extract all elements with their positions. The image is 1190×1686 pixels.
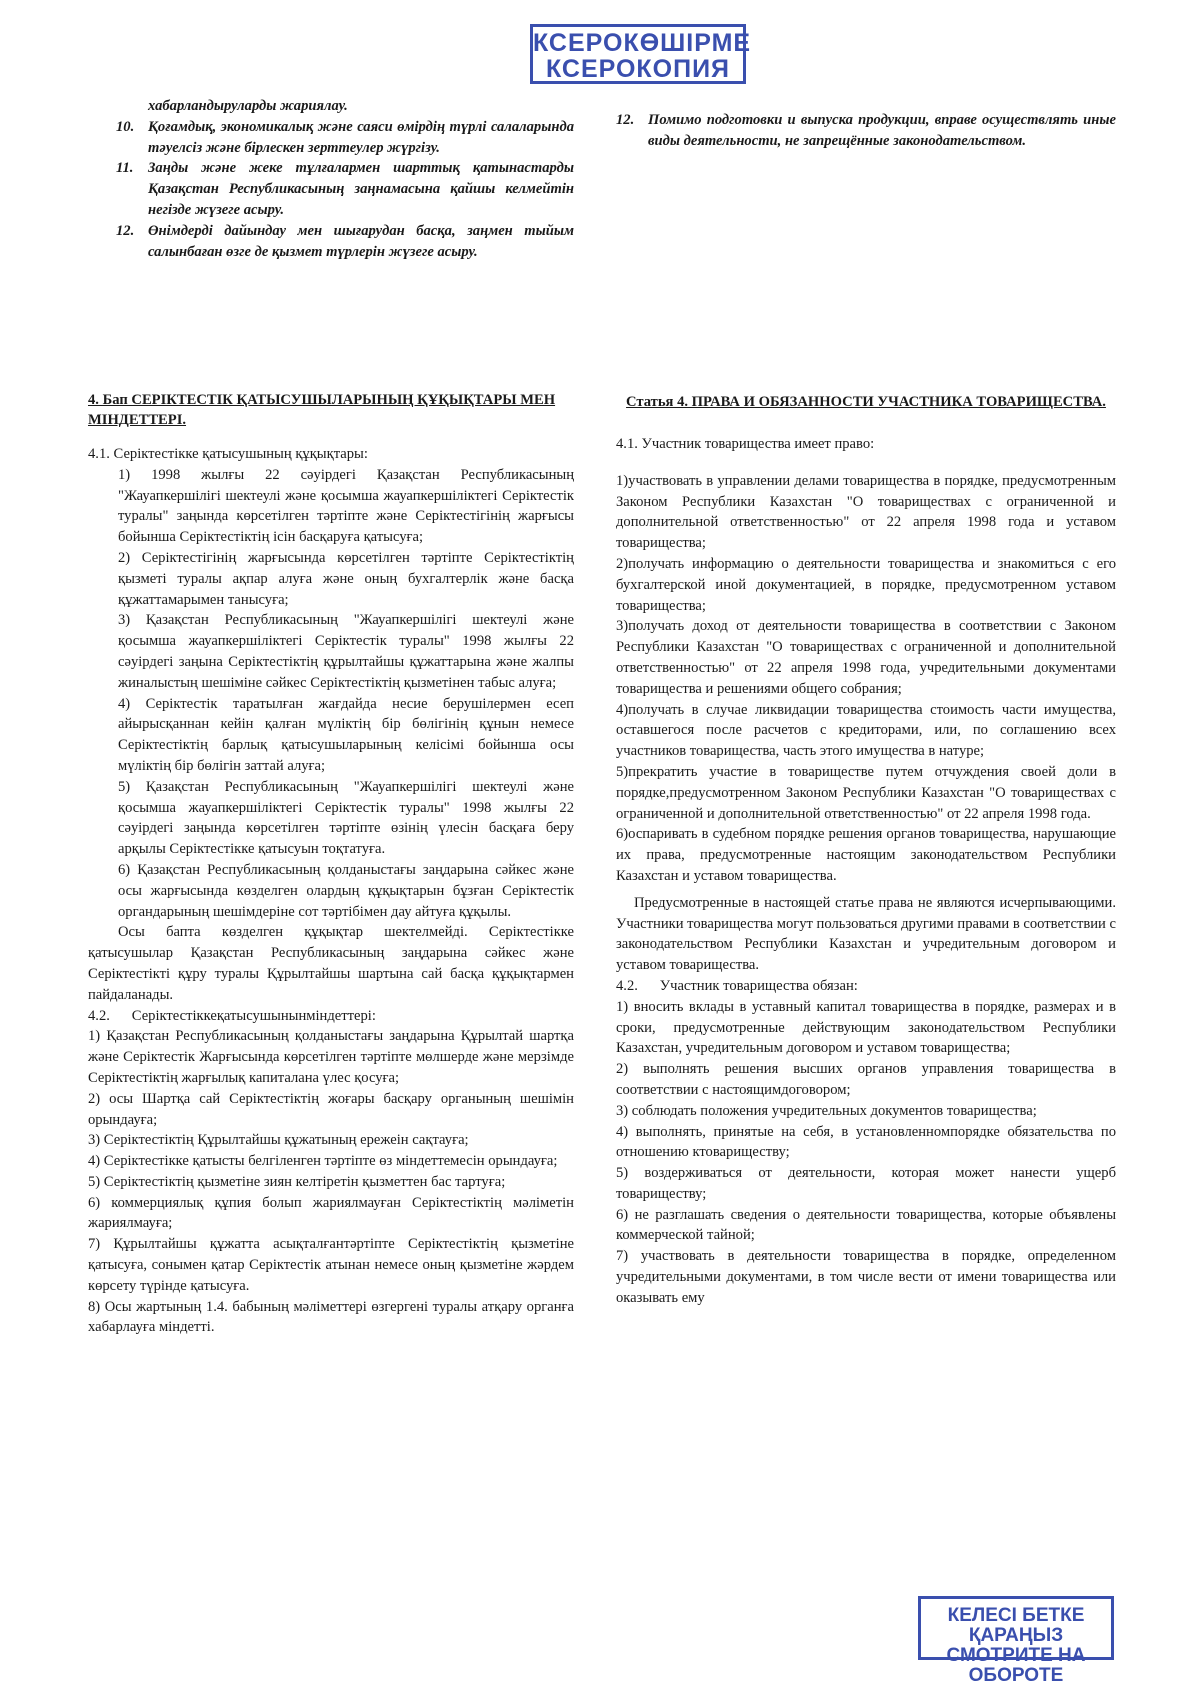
subsection-title: 4.1. Серіктестікке қатысушының құқықтары: — [88, 446, 368, 462]
list-item: 5)прекратить участие в товариществе путем отчуждения своей доли в порядке,предусмотренном Законом Республики Казахстан "О товариществах с ограниченной и дополнительной ответственностью" от 22 апреля 1998 года. — [616, 763, 1116, 822]
duties-list — [88, 1026, 574, 1338]
item-number: 11. — [116, 160, 134, 177]
list-item: 4)получать в случае ликвидации товарищества стоимость части имущества, оставшегося после расчетов с кредиторами, или, по соглашению всех участников товарищества, часть этого имущества в натуре; — [616, 701, 1116, 760]
left-section — [88, 390, 574, 1338]
list-item: 1)участвовать в управлении делами товарищества в порядке, предусмотренным Законом Республики Казахстан "О товариществах с ограниченной и дополнительной ответственностью" от 22 апреля 1998 года и уставом товарищества; — [616, 472, 1116, 552]
list-item: 2) Серіктестігінің жарғысында көрсетілген тәртіпте Серіктестіктің қызметі туралы ақпар алуға және оның бухгалтерлік және басқа құжаттамарымен танысуға; — [118, 549, 574, 608]
list-item — [88, 158, 574, 220]
item-number: 10. — [116, 118, 135, 135]
list-item: 7) Құрылтайшы құжатта асықталғантәртіпте Серіктестіктің қызметіне қатысуға, сонымен қатар Серіктестік атынан немесе оның қызметіне жәрдем көрсету түрінде қатысуға. — [88, 1236, 574, 1294]
intro-line: хабарландыруларды жариялау. — [148, 98, 348, 114]
list-item: 4) выполнять, принятые на себя, в установленномпорядке обязательства по отношению ктовариществу; — [616, 1123, 1116, 1161]
list-item: 1) 1998 жылғы 22 сәуірдегі Қазақстан Республикасының "Жауапкершілігі шектеулі және қосымша жауапкершіліктегі Серіктестік туралы" заңында көрсетілген тәртіпте және Серіктестігінің жарғысы бойынша Серіктестіктің ісін басқаруға қатысуға; — [118, 466, 574, 546]
stamp-line: КСЕРОКОПИЯ — [545, 55, 731, 84]
copy-stamp — [530, 24, 752, 84]
list-item: 4) Серіктестікке қатысты белгіленген тәртіпте өз міндеттемесін орындауға; — [88, 1153, 558, 1170]
list-item: 3) Серіктестіктің Құрылтайшы құжатының ережеін сақтауға; — [88, 1132, 469, 1149]
list-item: 3) Қазақстан Республикасының "Жауапкершілігі шектеулі және қосымша жауапкершіліктегі Серіктестік туралы" 1998 жылғы 22 сәуірдегі заңына Серіктестіктің құрылтайшы құжаттарына және жалпы жиналыстың шешіміне сәйкес Серіктестіктің қызметінен табыс алуға; — [118, 612, 574, 691]
left-top-block — [88, 96, 574, 262]
list-item: 8) Осы жартының 1.4. бабының мәліметтері өзгергені туралы атқару органға хабарлауға міндетті. — [88, 1298, 574, 1336]
subsection-title: 4.1. Участник товарищества имеет право: — [616, 436, 875, 452]
list-item: 3) соблюдать положения учредительных документов товарищества; — [616, 1102, 1037, 1119]
paragraph: Предусмотренные в настоящей статье права не являются исчерпывающими. Участники товарищества могут пользоваться другими правами в соответствии с законодательством Республики Казахстан и учредительным договором и уставом товарищества. — [616, 894, 1116, 974]
item-number: 12. — [116, 222, 135, 239]
right-section — [616, 392, 1116, 1309]
list-item: 4) Серіктестік таратылған жағдайда несие берушілермен есеп айырысқаннан кейін қалған мүліктің бір бөлігінің құнын немесе Серіктестіктің барлық қатысушыларының келісімі бойынша осы мүліктің бір бөлігін заттай алуға; — [118, 695, 574, 774]
stamp-line: СМОТРИТЕ НА ОБОРОТЕ — [946, 1644, 1086, 1686]
stamp-line: КЕЛЕСІ БЕТКЕ ҚАРАҢЫЗ — [947, 1605, 1085, 1646]
item-number: 12. — [616, 112, 635, 128]
list-item: 6) коммерциялық құпия болып жариялмауған Серіктестіктің мәліметін жариялмауға; — [88, 1194, 574, 1232]
paragraph: Осы бапта көзделген құқықтар шектелмейді. Серіктестікке қатысушылар Қазақстан Республикасының заңдарына сәйкес және Серіктестікті құру туралы Құрылтайшы шартына сай басқа құқықтармен пайдаланады. — [88, 924, 574, 1003]
right-top-block — [616, 110, 1116, 152]
list-item: 1) вносить вклады в уставный капитал товарищества в порядке, размерах и в сроки, предусмотренные действующим законодательством Республики Казахстан, учредительным договором и уставом товарищества; — [616, 998, 1116, 1057]
see-reverse-stamp — [918, 1596, 1114, 1686]
list-item: 6)оспаривать в судебном порядке решения органов товарищества, нарушающие их права, предусмотренные настоящим законодательством Республики Казахстан и уставом товарищества. — [616, 826, 1116, 884]
item-text: Заңды және жеке тұлғалармен шарттық қатынастарды Қазақстан Республикасының заңнамасына қайшы келмейтін негізде жүзеге асыру. — [148, 160, 574, 218]
list-item: 7) участвовать в деятельности товарищества в порядке, определенном учредительными документами, в том числе вести от имени товарищества или оказывать ему — [616, 1248, 1116, 1306]
list-item — [88, 221, 574, 263]
subsection-title: 4.2. Серіктестіккеқатысушынынміндеттері: — [88, 1007, 376, 1024]
subsection-title: 4.2. Участник товарищества обязан: — [616, 977, 858, 994]
list-item: 2) выполнять решения высших органов управления товарищества в соответствии с настоящимдоговором; — [616, 1061, 1116, 1098]
item-text: Қоғамдық, экономикалық және саяси өмірдің түрлі салаларында тәуелсіз және бірлескен зерттеулер жүргізу. — [148, 118, 574, 156]
list-item: 5) воздерживаться от деятельности, которая может нанести ущерб товариществу; — [616, 1165, 1116, 1202]
list-item: 1) Қазақстан Республикасының қолданыстағы заңдарына Құрылтай шартқа және Серіктестік Жарғысында көрсетілген тәртіпте мөлшерде және мерзімде Серіктестіктің жарғылық капиталана үлес қосуға; — [88, 1028, 574, 1086]
rights-list — [88, 465, 574, 923]
stamp-line: КСЕРОКӨШІРМЕ — [533, 29, 752, 57]
section-heading: 4. Бап СЕРІКТЕСТІК ҚАТЫСУШЫЛАРЫНЫҢ ҚҰҚЫҚТАРЫ МЕН МІНДЕТТЕРІ. — [88, 392, 556, 428]
list-item: 3)получать доход от деятельности товарищества в соответствии с Законом Республики Казахстан "О товариществах с ограниченной и дополнительной ответственностью" от 22 апреля 1998 года, учредительными документами товарищества и решениями общего собрания; — [616, 618, 1116, 697]
section-heading: Статья 4. ПРАВА И ОБЯЗАННОСТИ УЧАСТНИКА ТОВАРИЩЕСТВА. — [626, 394, 1106, 410]
list-item: 6) Қазақстан Республикасының қолданыстағы заңдарына сәйкес және осы жарғысында көзделген олардың құқықтарын бұзған Серіктестік органдарының шешімдеріне сот тәртібімен дау айтуға құқылы. — [118, 861, 574, 920]
rights-list — [616, 471, 1116, 887]
list-item: 5) Серіктестіктің қызметіне зиян келтіретін қызметтен бас тартуға; — [88, 1173, 506, 1190]
list-item: 2)получать информацию о деятельности товарищества и знакомиться с его бухгалтерской иной документацией, в порядке, предусмотренном уставом товарищества; — [616, 555, 1116, 614]
item-text: Өнімдерді дайындау мен шығарудан басқа, заңмен тыйым салынбаған өзге де қызмет түрлерін жүзеге асыру. — [148, 222, 574, 260]
duties-list — [616, 997, 1116, 1309]
list-item: 5) Қазақстан Республикасының "Жауапкершілігі шектеулі және қосымша жауапкершіліктегі Серіктестік туралы" 1998 жылғы 22 сәуірдегі заңында көрсетілген тәртіпте өзінің үлесін басқаға беру арқылы Серіктестікке қатысуын тоқтатуға. — [118, 778, 574, 858]
list-item — [616, 110, 1116, 152]
list-item — [88, 117, 574, 159]
list-item: 6) не разглашать сведения о деятельности товарищества, которые объявлены коммерческой тайной; — [616, 1206, 1116, 1244]
item-text: Помимо подготовки и выпуска продукции, вправе осуществлять иные виды деятельности, не запрещённые законодательством. — [648, 112, 1116, 149]
list-item: 2) осы Шартқа сай Серіктестіктің жоғары басқару органының шешімін орындауға; — [88, 1090, 574, 1128]
